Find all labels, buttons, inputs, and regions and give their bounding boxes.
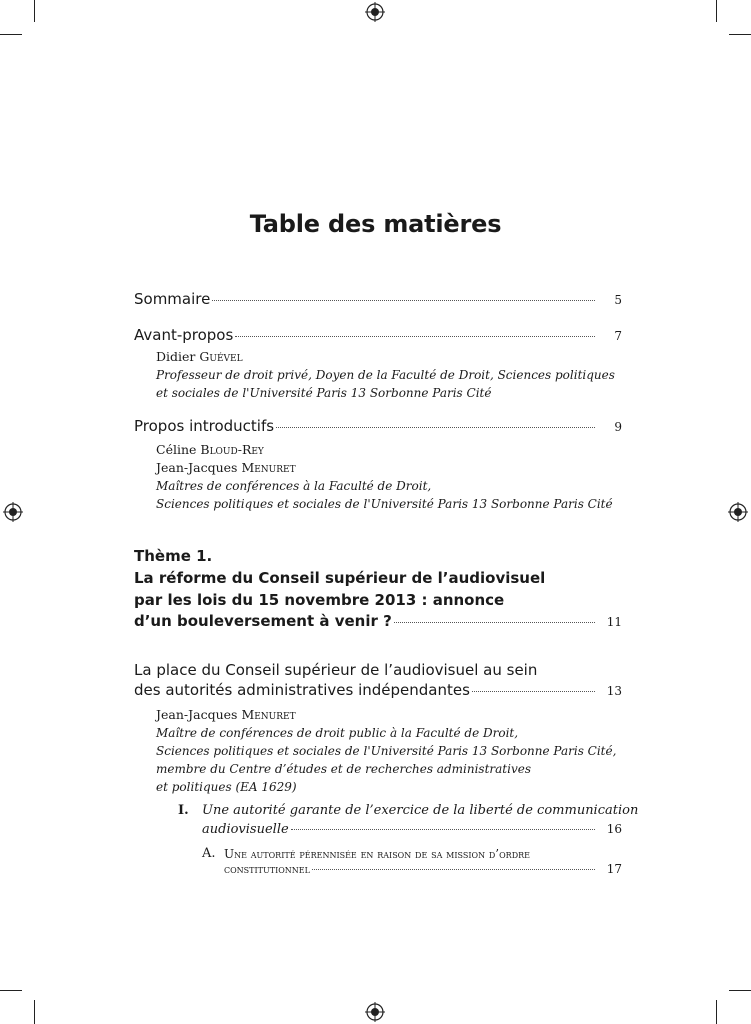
author-affiliation: Maître de conférences de droit public à la Faculté de Droit, — [156, 726, 519, 740]
toc-entry-label: Avant-propos — [134, 326, 234, 344]
crop-mark — [729, 34, 751, 35]
registration-mark-icon — [365, 2, 385, 22]
author-affiliation: Sciences politiques et sociales de l'Université Paris 13 Sorbonne Paris Cité — [156, 497, 613, 511]
crop-mark — [0, 34, 22, 35]
author-block — [156, 706, 616, 796]
page-title: Table des matières — [249, 210, 502, 238]
author-affiliation: membre du Centre d’études et de recherches administratives — [156, 762, 531, 776]
toc-entry-propos-introductifs[interactable] — [134, 417, 622, 435]
page-number: 5 — [614, 293, 622, 307]
leader-dots — [394, 622, 595, 623]
author-affiliation: et sociales de l'Université Paris 13 Sorbonne Paris Cité — [156, 386, 492, 400]
author-block — [156, 441, 613, 513]
author-name: Jean-Jacques Menuret — [156, 707, 296, 722]
toc-entry-avant-propos[interactable] — [134, 326, 622, 344]
section-number: I. — [178, 803, 189, 818]
toc-entry-section-i[interactable] — [202, 822, 622, 837]
author-affiliation: Sciences politiques et sociales de l'Université Paris 13 Sorbonne Paris Cité, — [156, 744, 617, 758]
theme-title-line: par les lois du 15 novembre 2013 : annonce — [134, 591, 505, 609]
page-number: 17 — [606, 862, 622, 876]
page-number: 16 — [606, 822, 622, 836]
theme-number: Thème 1. — [134, 547, 213, 565]
leader-dots — [312, 869, 595, 870]
author-block — [156, 348, 615, 402]
registration-mark-icon — [728, 502, 748, 522]
toc-entry-theme-1[interactable] — [134, 612, 622, 630]
leader-dots — [472, 691, 595, 692]
leader-dots — [235, 336, 595, 337]
leader-dots — [291, 829, 595, 830]
crop-mark — [729, 990, 751, 991]
section-title-line: audiovisuelle — [202, 822, 289, 837]
subsection-number: A. — [202, 846, 216, 861]
subsection-title-line[interactable]: Une autorité pérennisée en raison de sa mission d’ordre — [224, 847, 530, 861]
toc-theme-heading[interactable] — [134, 545, 545, 611]
author-name: Céline Bloud-Rey — [156, 442, 264, 457]
toc-entry-section-a[interactable] — [224, 862, 622, 876]
crop-mark — [716, 0, 717, 22]
entry-title-line: des autorités administratives indépendantes — [134, 681, 470, 699]
crop-mark — [716, 1000, 717, 1024]
subsection-title-line: constitutionnel — [224, 862, 310, 876]
leader-dots — [212, 300, 595, 301]
leader-dots — [276, 427, 595, 428]
page-number: 11 — [606, 615, 622, 629]
entry-title-line: La place du Conseil supérieur de l’audiovisuel au sein — [134, 661, 538, 679]
page-number: 7 — [614, 329, 622, 343]
toc-entry-place[interactable] — [134, 681, 622, 699]
toc-entry-label: Sommaire — [134, 290, 211, 308]
theme-title-line: d’un bouleversement à venir ? — [134, 612, 392, 630]
crop-mark — [34, 0, 35, 22]
crop-mark — [0, 990, 22, 991]
author-affiliation: Maîtres de conférences à la Faculté de Droit, — [156, 479, 432, 493]
author-name: Jean-Jacques Menuret — [156, 460, 296, 475]
page-number: 9 — [614, 420, 622, 434]
theme-title-line: La réforme du Conseil supérieur de l’audiovisuel — [134, 569, 546, 587]
registration-mark-icon — [3, 502, 23, 522]
section-title-line[interactable]: Une autorité garante de l’exercice de la liberté de communication — [202, 803, 639, 818]
toc-entry-sommaire[interactable] — [134, 290, 622, 308]
author-affiliation: Professeur de droit privé, Doyen de la Faculté de Droit, Sciences politiques — [156, 368, 615, 382]
toc-entry-place-title[interactable] — [134, 659, 537, 681]
toc-entry-label: Propos introductifs — [134, 417, 275, 435]
crop-mark — [34, 1000, 35, 1024]
page-number: 13 — [606, 684, 622, 698]
registration-mark-icon — [365, 1002, 385, 1022]
author-affiliation: et politiques (EA 1629) — [156, 780, 297, 794]
author-name: Didier Guével — [156, 349, 243, 364]
